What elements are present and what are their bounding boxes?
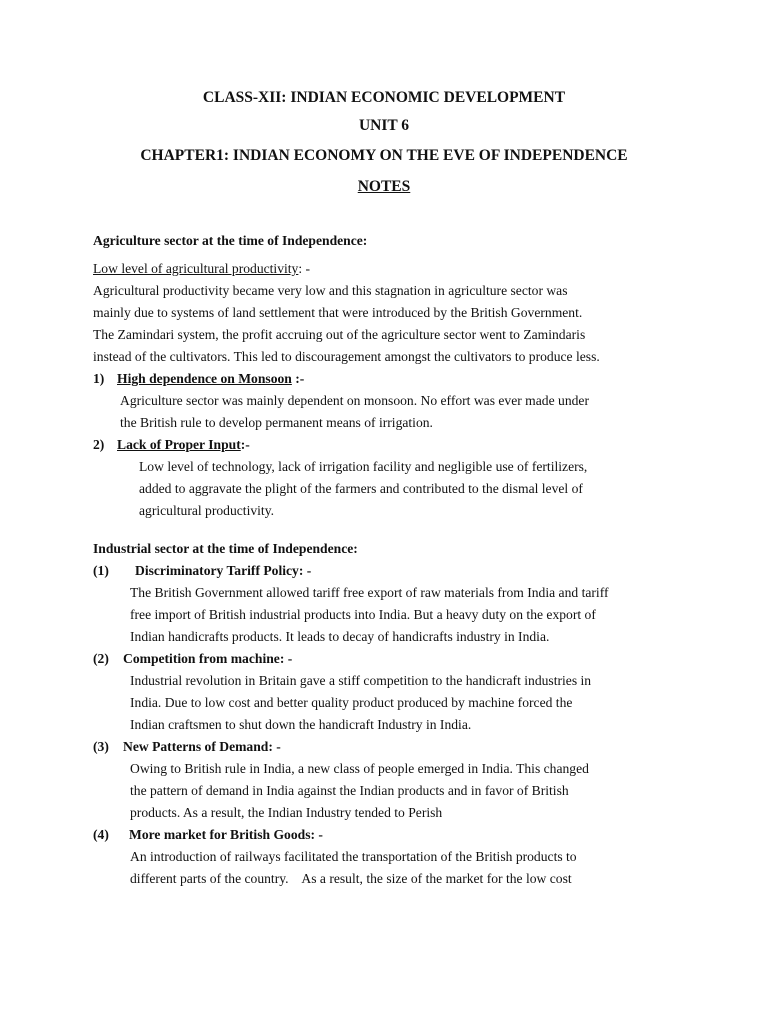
industry-item-number: (3)	[93, 739, 109, 754]
agri-item-line: added to aggravate the plight of the farmers and contributed to the dismal level of	[139, 481, 583, 496]
industry-item-line: the pattern of demand in India against the Indian products and in favor of British	[130, 783, 569, 798]
agri-item-line: Agriculture sector was mainly dependent on monsoon. No effort was ever made under	[120, 393, 589, 408]
agri-item-label: High dependence on Monsoon	[117, 371, 292, 386]
agri-para-line: mainly due to systems of land settlement that were introduced by the British Government.	[93, 305, 583, 320]
industry-item-line: An introduction of railways facilitated the transportation of the British products to	[130, 849, 577, 864]
agri-item-number: 1)	[93, 371, 105, 386]
agri-subheading-label: Low level of agricultural productivity	[93, 261, 299, 276]
industry-item-label: Discriminatory Tariff Policy: -	[135, 563, 312, 578]
industry-item-line: Industrial revolution in Britain gave a stiff competition to the handicraft industries in	[130, 673, 592, 688]
agri-item-suffix: :-	[291, 371, 305, 386]
industry-item-line: products. As a result, the Indian Industry tended to Perish	[130, 805, 443, 820]
agri-para-line: The Zamindari system, the profit accruing out of the agriculture sector went to Zamindaris	[93, 327, 586, 342]
industry-item-line: Owing to British rule in India, a new class of people emerged in India. This changed	[130, 761, 589, 776]
industry-item-label: More market for British Goods: -	[129, 827, 323, 842]
industry-item-line: Indian craftsmen to shut down the handicraft Industry in India.	[130, 717, 472, 732]
industry-item-line: free import of British industrial products into India. But a heavy duty on the export of	[130, 607, 596, 622]
agri-item-line: Low level of technology, lack of irrigation facility and negligible use of fertilizers,	[139, 459, 588, 474]
agri-item-line: the British rule to develop permanent means of irrigation.	[120, 415, 433, 430]
doc-title-chapter: CHAPTER1: INDIAN ECONOMY ON THE EVE OF INDEPENDENCE	[140, 147, 628, 164]
doc-title-notes: NOTES	[357, 178, 411, 195]
agri-item-heading	[93, 368, 675, 390]
agri-item-label: Lack of Proper Input	[117, 437, 241, 452]
industry-item-line: The British Government allowed tariff free export of raw materials from India and tariff	[130, 585, 609, 600]
industry-item-heading	[93, 560, 675, 582]
doc-title-unit: UNIT 6	[358, 117, 410, 134]
industry-item-number: (4)	[93, 827, 109, 842]
industry-item-number: (1)	[93, 563, 109, 578]
agri-item-suffix: :-	[240, 437, 250, 452]
industry-item-heading	[93, 736, 675, 758]
agri-para-line: instead of the cultivators. This led to discouragement amongst the cultivators to produce less.	[93, 349, 600, 364]
agri-item-heading	[93, 434, 675, 456]
industry-item-label: Competition from machine: -	[123, 651, 293, 666]
industry-item-line: Indian handicrafts products. It leads to decay of handicrafts industry in India.	[130, 629, 550, 644]
industry-item-heading	[93, 648, 675, 670]
agri-subheading-suffix: : -	[298, 261, 311, 276]
industry-item-label: New Patterns of Demand: -	[123, 739, 281, 754]
industry-item-heading	[93, 824, 675, 846]
industry-item-line: India. Due to low cost and better quality product produced by machine forced the	[130, 695, 573, 710]
agri-item-line: agricultural productivity.	[139, 503, 275, 518]
industry-item-number: (2)	[93, 651, 109, 666]
document-page	[93, 84, 675, 890]
agri-item-number: 2)	[93, 437, 105, 452]
agri-para-line: Agricultural productivity became very low and this stagnation in agriculture sector was	[93, 283, 568, 298]
industry-heading: Industrial sector at the time of Independence:	[93, 541, 358, 556]
doc-title-class: CLASS-XII: INDIAN ECONOMIC DEVELOPMENT	[202, 89, 566, 106]
agri-subheading	[93, 258, 675, 280]
industry-item-line: different parts of the country. As a result, the size of the market for the low cost	[130, 871, 572, 886]
agri-heading: Agriculture sector at the time of Independence:	[93, 233, 368, 248]
